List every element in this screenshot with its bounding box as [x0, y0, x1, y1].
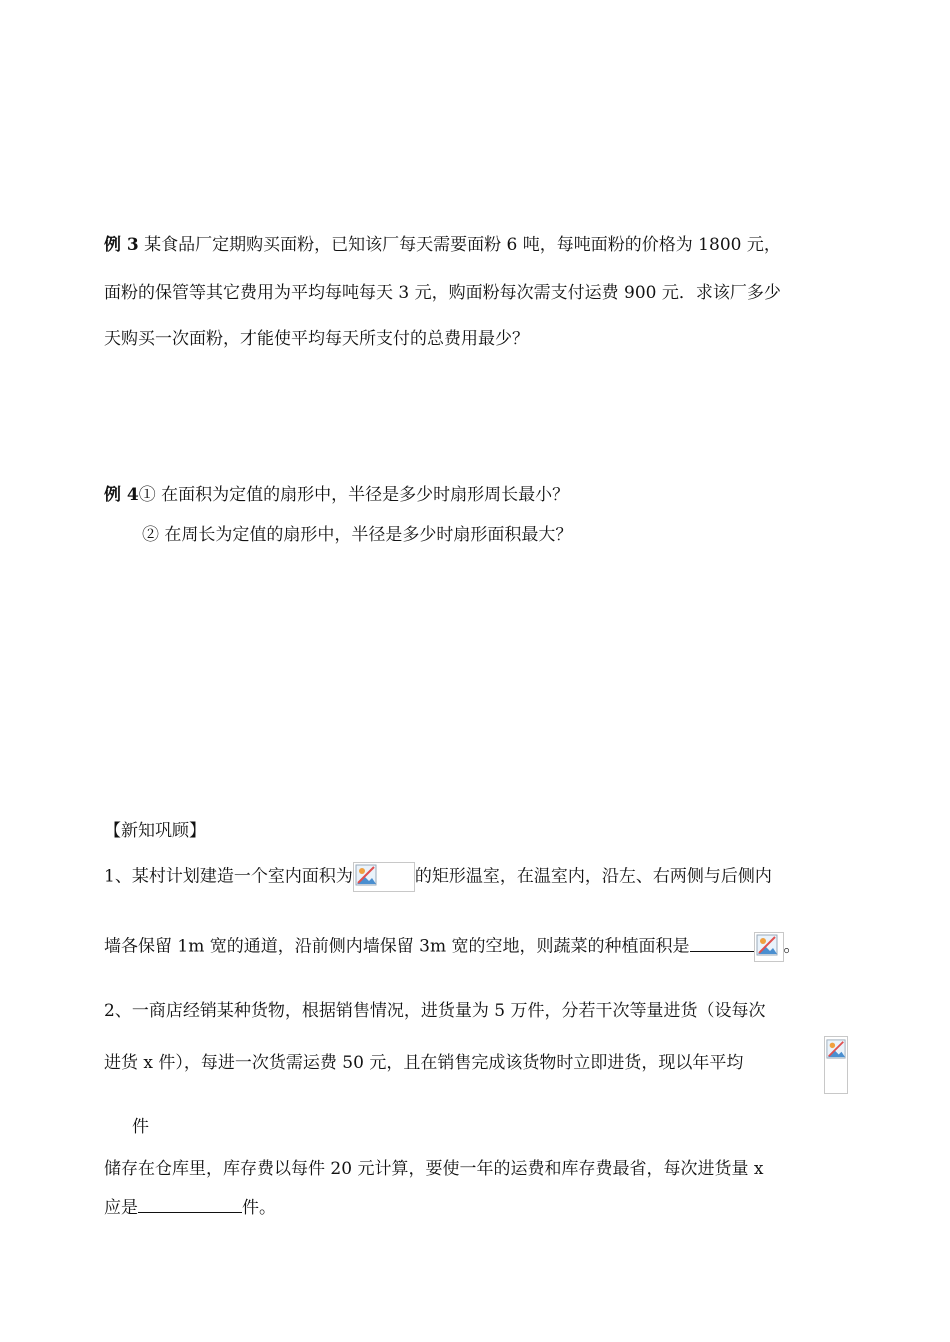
example4-line1	[104, 484, 569, 506]
q1-line1	[104, 862, 772, 892]
q2-line2: 进货 x 件），每进一次货需运费 50 元，且在销售完成该货物时立即进货，现以年平均	[104, 1053, 744, 1073]
q1-text-after: 的矩形温室，在温室内，沿左、右两侧与后侧内	[414, 866, 772, 887]
q2-line1: 2、一商店经销某种货物，根据销售情况，进货量为 5 万件，分若干次等量进货（设每次	[104, 1001, 766, 1021]
example4-part2: ② 在周长为定值的扇形中，半径是多少时扇形面积最大？	[142, 525, 573, 545]
q1-line2	[104, 932, 801, 962]
q2-text-before: 应是	[104, 1198, 138, 1218]
example3-line2: 面粉的保管等其它费用为平均每吨每天 3 元，购面粉每次需支付运费 900 元．求该厂多少	[104, 283, 781, 303]
broken-image-icon	[824, 1036, 848, 1094]
section-heading: 【新知巩顾】	[104, 821, 206, 841]
example3-line1	[104, 234, 781, 256]
broken-image-icon	[353, 862, 415, 892]
broken-image-icon	[754, 932, 784, 962]
q1-answer-blank	[690, 935, 754, 952]
example4-part1: ① 在面积为定值的扇形中，半径是多少时扇形周长最小？	[138, 485, 570, 505]
q2-answer-blank	[138, 1196, 242, 1213]
q2-text-after: 件。	[242, 1198, 276, 1218]
q1-period: 。	[783, 936, 801, 957]
q2-line3: 件	[132, 1117, 149, 1137]
q2-line4: 储存在仓库里，库存费以每件 20 元计算，要使一年的运费和库存费最省，每次进货量 x	[104, 1159, 764, 1179]
q1-text-before: 1、某村计划建造一个室内面积为	[104, 866, 353, 887]
example3-label: 例 3	[104, 235, 139, 255]
example3-line3: 天购买一次面粉，才能使平均每天所支付的总费用最少？	[104, 329, 529, 349]
q1-text-line2: 墙各保留 1m 宽的通道，沿前侧内墙保留 3m 宽的空地，则蔬菜的种植面积是	[104, 936, 690, 957]
q2-line5	[104, 1196, 276, 1219]
example4-label: 例 4	[104, 485, 139, 505]
example3-text-line1: 某食品厂定期购买面粉，已知该厂每天需要面粉 6 吨，每吨面粉的价格为 1800 元，	[144, 235, 781, 255]
